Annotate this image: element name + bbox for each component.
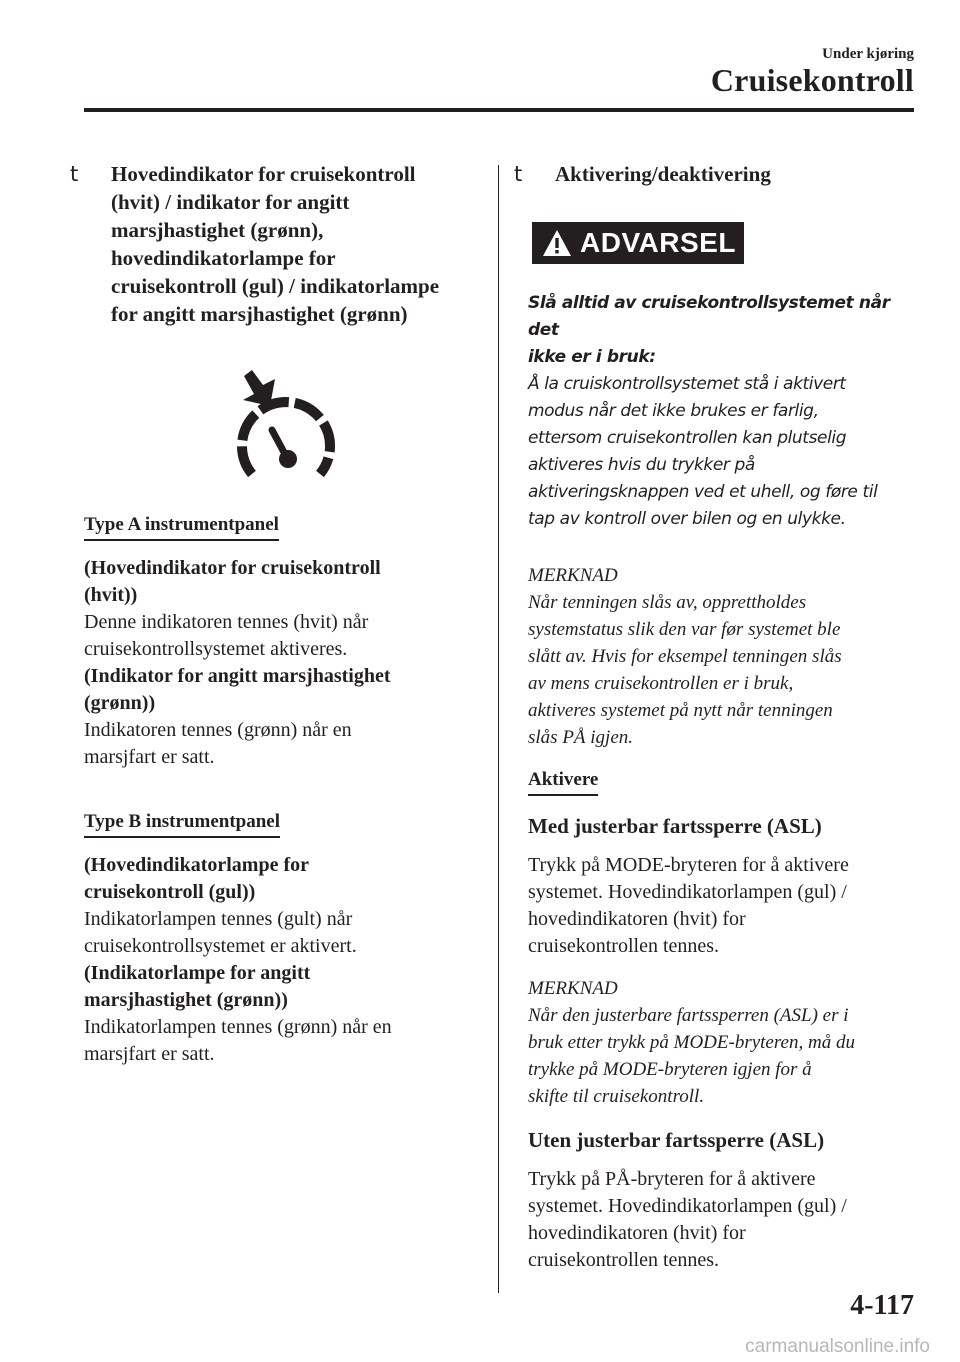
type-a-text: Denne indikatoren tennes (hvit) når xyxy=(84,611,369,633)
warning-text-line: modus når det ikke brukes er farlig, xyxy=(528,401,819,421)
type-a-title: Type A instrumentpanel xyxy=(84,514,279,541)
note-line: Når den justerbare fartssperren (ASL) er i xyxy=(528,1005,849,1026)
column-divider xyxy=(498,165,499,1293)
note-line: aktiveres systemet på nytt når tenningen xyxy=(528,700,833,721)
asl-without-line: systemet. Hovedindikatorlampen (gul) / xyxy=(528,1195,847,1217)
warning-bold-line: ikke er i bruk: xyxy=(528,347,656,367)
asl-with-line: hovedindikatoren (hvit) for xyxy=(528,908,746,930)
type-a-text: Indikatoren tennes (grønn) når en xyxy=(84,719,352,741)
activate-title: Aktivere xyxy=(528,769,598,796)
warning-bold-line: Slå alltid av cruisekontrollsystemet når det xyxy=(528,293,890,340)
type-a-label: (Hovedindikator for cruisekontroll xyxy=(84,557,381,579)
note-title: MERKNAD xyxy=(528,978,618,999)
note-line: skifte til cruisekontroll. xyxy=(528,1086,705,1107)
cruise-control-speedometer-icon xyxy=(230,368,342,488)
asl-with-line: systemet. Hovedindikatorlampen (gul) / xyxy=(528,881,847,903)
type-b-text: marsjfart er satt. xyxy=(84,1043,215,1065)
warning-badge xyxy=(532,222,744,264)
type-a-text: marsjfart er satt. xyxy=(84,746,215,768)
type-a-label: (grønn)) xyxy=(84,692,156,714)
page-number: 4-117 xyxy=(850,1290,914,1321)
left-column xyxy=(70,160,474,1068)
type-b-label: cruisekontroll (gul)) xyxy=(84,881,256,903)
heading-line: (hvit) / indikator for angitt xyxy=(111,190,350,214)
note-line: Når tenningen slås av, opprettholdes xyxy=(528,592,807,613)
type-b-text: Indikatorlampen tennes (gult) når xyxy=(84,908,353,930)
type-a-label: (hvit)) xyxy=(84,584,138,606)
warning-text-line: Å la cruiskontrollsystemet stå i aktivert xyxy=(528,374,846,394)
warning-triangle-icon xyxy=(542,229,572,257)
right-column xyxy=(514,160,918,1274)
asl-without-heading: Uten justerbar fartssperre (ASL) xyxy=(528,1128,825,1152)
asl-without-line: cruisekontrollen tennes. xyxy=(528,1249,720,1271)
note-line: systemstatus slik den var før systemet ble xyxy=(528,619,841,640)
asl-with-line: Trykk på MODE-bryteren for å aktivere xyxy=(528,854,849,876)
header-section: Under kjøring xyxy=(822,46,914,62)
heading-line: for angitt marsjhastighet (grønn) xyxy=(111,302,408,326)
asl-without-line: hovedindikatoren (hvit) for xyxy=(528,1222,746,1244)
type-a-label: (Indikator for angitt marsjhastighet xyxy=(84,665,391,687)
heading-line: marsjhastighet (grønn), xyxy=(111,218,324,242)
heading-line: cruisekontroll (gul) / indikatorlampe xyxy=(111,274,440,298)
warning-text-line: aktiveres hvis du trykker på xyxy=(528,455,755,475)
note-line: slått av. Hvis for eksempel tenningen slås xyxy=(528,646,842,667)
note-title: MERKNAD xyxy=(528,565,618,586)
header-title: Cruisekontroll xyxy=(710,62,914,98)
asl-without-line: Trykk på PÅ-bryteren for å aktivere xyxy=(528,1168,816,1190)
warning-text-line: aktiveringsknappen ved et uhell, og føre til xyxy=(528,482,878,502)
bullet-glyph: t xyxy=(70,162,79,186)
asl-with-line: cruisekontrollen tennes. xyxy=(528,935,720,957)
type-b-text: cruisekontrollsystemet er aktivert. xyxy=(84,935,357,957)
type-a-text: cruisekontrollsystemet aktiveres. xyxy=(84,638,348,660)
type-b-text: Indikatorlampen tennes (grønn) når en xyxy=(84,1016,392,1038)
note-line: trykke på MODE-bryteren igjen for å xyxy=(528,1059,812,1080)
warning-text-line: ettersom cruisekontrollen kan plutselig xyxy=(528,428,847,448)
indicator-heading xyxy=(70,160,474,328)
heading-line: hovedindikatorlampe for xyxy=(111,246,336,270)
bullet-glyph: t xyxy=(514,162,523,186)
note-line: bruk etter trykk på MODE-bryteren, må du xyxy=(528,1032,855,1053)
note-line: av mens cruisekontrollen er i bruk, xyxy=(528,673,794,694)
warning-text-line: tap av kontroll over bilen og en ulykke. xyxy=(528,509,846,529)
type-b-label: (Indikatorlampe for angitt xyxy=(84,962,311,984)
note-line: slås PÅ igjen. xyxy=(528,727,634,748)
type-b-label: (Hovedindikatorlampe for xyxy=(84,854,309,876)
type-b-label: marsjhastighet (grønn)) xyxy=(84,989,288,1011)
heading-line: Aktivering/deaktivering xyxy=(555,162,771,186)
watermark: carmanualsonline.info xyxy=(745,1336,930,1357)
type-b-title: Type B instrumentpanel xyxy=(84,811,280,838)
warning-label: ADVARSEL xyxy=(580,227,736,258)
header-rule xyxy=(84,108,914,112)
heading-line: Hovedindikator for cruisekontroll xyxy=(111,162,416,186)
activation-heading xyxy=(514,160,918,188)
asl-with-heading: Med justerbar fartssperre (ASL) xyxy=(528,814,822,838)
